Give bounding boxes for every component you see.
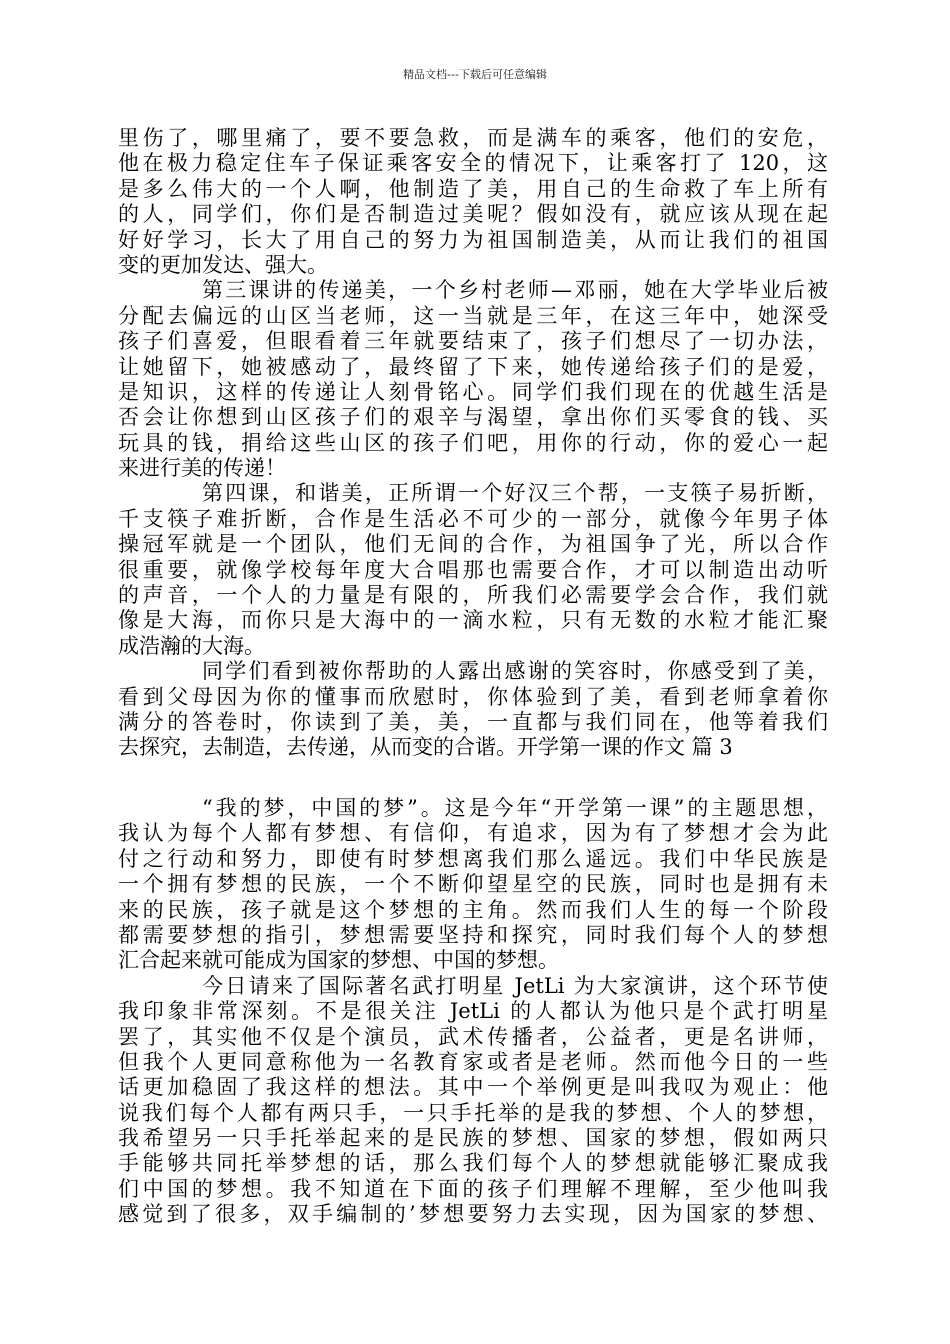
text-line: 我认为每个人都有梦想、有信仰，有追求，因为有了梦想才会为此 bbox=[118, 821, 828, 846]
text-line: 满分的答卷时，你读到了美，美，一直都与我们同在，他等着我们 bbox=[118, 709, 828, 734]
text-line: 他在极力稳定住车子保证乘客安全的情况下，让乘客打了 120，这 bbox=[118, 151, 828, 176]
text-line: 来进行美的传递！ bbox=[118, 456, 286, 481]
text-line: 很重要，就像学校每年度大合唱那也需要合作，才可以制造出动听 bbox=[118, 557, 828, 582]
text-line: 看到父母因为你的懂事而欣慰时，你体验到了美，看到老师拿着你 bbox=[118, 684, 828, 709]
text-line: 话更加稳固了我这样的想法。其中一个举例更是叫我叹为观止：他 bbox=[118, 1075, 828, 1100]
text-line: 们中国的梦想。我不知道在下面的孩子们理解不理解，至少他叫我 bbox=[118, 1176, 828, 1201]
text-line: 来的民族，孩子就是这个梦想的主角。然而我们人生的每一个阶段 bbox=[118, 897, 828, 922]
text-line: 我希望另一只手托举起来的是民族的梦想、国家的梦想，假如两只 bbox=[118, 1126, 828, 1151]
text-line: 否会让你想到山区孩子们的艰辛与渴望，拿出你们买零食的钱、买 bbox=[118, 405, 828, 430]
text-line: 去探究，去制造，去传递，从而变的合谐。开学第一课的作文 篇 3 bbox=[118, 735, 733, 760]
text-line: 是多么伟大的一个人啊，他制造了美，用自己的生命救了车上所有 bbox=[118, 176, 828, 201]
essay-section-2 bbox=[118, 796, 828, 1228]
text-line: 汇合起来就可能成为国家的梦想、中国的梦想。 bbox=[118, 948, 559, 973]
text-line: 第三课讲的传递美，一个乡村老师—邓丽，她在大学毕业后被 bbox=[202, 278, 828, 303]
page-header: 精品文档---下载后可任意编辑 bbox=[403, 68, 547, 81]
text-line: 说我们每个人都有两只手，一只手托举的是我的梦想、个人的梦想， bbox=[118, 1100, 828, 1125]
text-line: 一个拥有梦想的民族，一个不断仰望星空的民族，同时也是拥有未 bbox=[118, 872, 828, 897]
text-line: 是知识，这样的传递让人刻骨铭心。同学们我们现在的优越生活是 bbox=[118, 379, 828, 404]
text-line: 分配去偏远的山区当老师，这一当就是三年，在这三年中，她深受 bbox=[118, 303, 828, 328]
text-line: 玩具的钱，捐给这些山区的孩子们吧，用你的行动，你的爱心一起 bbox=[118, 430, 828, 455]
text-line: 操冠军就是一个团队，他们无间的合作，为祖国争了光，所以合作 bbox=[118, 532, 828, 557]
text-line: 第四课，和谐美，正所谓一个好汉三个帮，一支筷子易折断， bbox=[202, 481, 828, 506]
text-line: 但我个人更同意称他为一名教育家或者是老师。然而他今日的一些 bbox=[118, 1049, 828, 1074]
text-line: 像是大海，而你只是大海中的一滴水粒，只有无数的水粒才能汇聚 bbox=[118, 608, 828, 633]
text-line: 感觉到了很多，双手编制的’梦想要努力去实现，因为国家的梦想、 bbox=[118, 1202, 828, 1227]
text-line: 里伤了，哪里痛了，要不要急救，而是满车的乘客，他们的安危， bbox=[118, 126, 828, 150]
text-line: 变的更加发达、强大。 bbox=[118, 252, 328, 277]
text-line: 的人，同学们，你们是否制造过美呢？假如没有，就应该从现在起 bbox=[118, 202, 828, 227]
text-line: 成浩瀚的大海。 bbox=[118, 633, 265, 658]
text-line: “我的梦，中国的梦”。这是今年“开学第一课”的主题思想， bbox=[202, 796, 828, 820]
text-line: 今日请来了国际著名武打明星 JetLi 为大家演讲，这个环节使 bbox=[202, 973, 828, 998]
text-line: 千支筷子难折断，合作是生活必不可少的一部分，就像今年男子体 bbox=[118, 506, 828, 531]
text-line: 让她留下，她被感动了，最终留了下来，她传递给孩子们的是爱， bbox=[118, 354, 828, 379]
text-line: 付之行动和努力，即使有时梦想离我们那么遥远。我们中华民族是 bbox=[118, 846, 828, 871]
essay-section-1 bbox=[118, 126, 828, 761]
text-line: 孩子们喜爱，但眼看着三年就要结束了，孩子们想尽了一切办法， bbox=[118, 329, 828, 354]
text-line: 手能够共同托举梦想的话，那么我们每个人的梦想就能够汇聚成我 bbox=[118, 1151, 828, 1176]
text-line: 的声音，一个人的力量是有限的，所我们必需要学会合作，我们就 bbox=[118, 583, 828, 608]
text-line: 我印象非常深刻。不是很关注 JetLi 的人都认为他只是个武打明星 bbox=[118, 999, 828, 1024]
text-line: 都需要梦想的指引，梦想需要坚持和探究，同时我们每个人的梦想 bbox=[118, 922, 828, 947]
text-line: 同学们看到被你帮助的人露出感谢的笑容时，你感受到了美， bbox=[202, 659, 828, 684]
text-line: 好好学习，长大了用自己的努力为祖国制造美，从而让我们的祖国 bbox=[118, 227, 828, 252]
text-line: 罢了，其实他不仅是个演员，武术传播者，公益者，更是名讲师， bbox=[118, 1024, 828, 1049]
